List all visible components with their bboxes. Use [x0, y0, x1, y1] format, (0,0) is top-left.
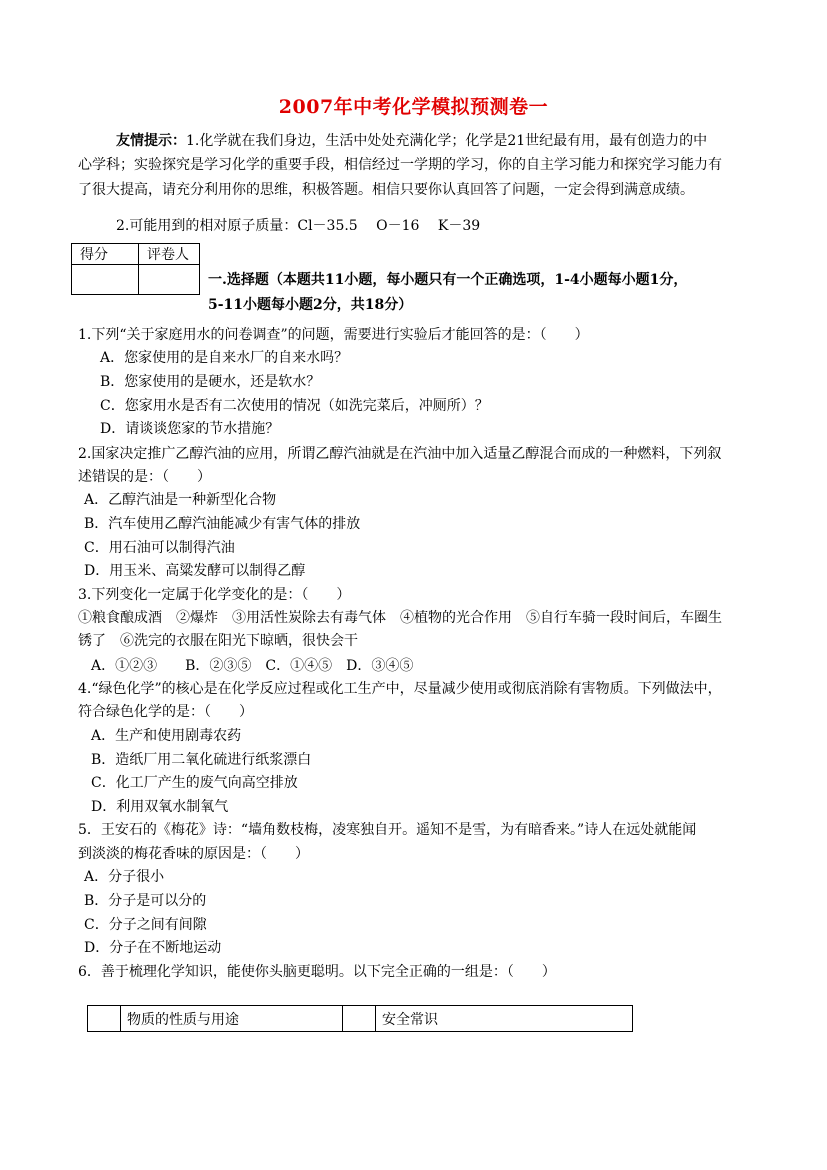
- q2-option-b: B．汽车使用乙醇汽油能减少有害气体的排放: [84, 516, 361, 532]
- tips-line-1: [116, 131, 707, 151]
- q4-option-d: D．利用双氧水制氧气: [91, 799, 229, 815]
- q1-option-d: D．请谈谈您家的节水措施？: [100, 421, 280, 437]
- q4-option-b: B．造纸厂用二氧化硫进行纸浆漂白: [91, 752, 312, 768]
- q5-stem-1: 5．王安石的《梅花》诗：“墙角数枝梅，凌寒独自开。遥知不是雪，为有暗香来。”诗人在远处就能闻: [78, 822, 697, 838]
- q6-table-header-safety: 安全常识: [376, 1006, 633, 1032]
- tips-text-1: 1.化学就在我们身边，生活中处处充满化学；化学是21世纪最有用，最有创造力的中: [186, 133, 708, 149]
- q3-stem-1: 3.下列变化一定属于化学变化的是：（ ）: [78, 587, 351, 603]
- section-heading-line-1: 一.选择题（本题共11小题，每小题只有一个正确选项，1-4小题每小题1分，: [208, 272, 688, 288]
- q6-table-header-properties: 物质的性质与用途: [121, 1006, 343, 1032]
- tips-line-3: 了很大提高，请充分利用你的思维，积极答题。相信只要你认真回答了问题，一定会得到满意成绩。: [78, 182, 694, 198]
- q6-table-cell-blank-1: [88, 1006, 121, 1032]
- q5-option-d: D．分子在不断地运动: [84, 940, 222, 956]
- q1-option-c: C．您家用水是否有二次使用的情况（如洗完菜后，冲厕所）？: [100, 398, 489, 414]
- q5-option-c: C．分子之间有间隙: [84, 917, 207, 933]
- section-heading-line-2: 5-11小题每小题2分，共18分）: [208, 297, 413, 313]
- q5-option-b: B．分子是可以分的: [84, 893, 207, 909]
- grader-header: 评卷人: [139, 244, 200, 265]
- q2-stem-1: 2.国家决定推广乙醇汽油的应用，所谓乙醇汽油就是在汽油中加入适量乙醇混合而成的一种燃料，下列叙: [78, 446, 722, 462]
- score-table: [71, 243, 200, 295]
- tips-line-4: 2.可能用到的相对原子质量：Cl－35.5 O－16 K－39: [116, 218, 481, 234]
- q5-option-a: A．分子很小: [84, 869, 165, 885]
- q2-stem-2: 述错误的是：（ ）: [78, 469, 211, 485]
- q3-stem-3: 锈了 ⑥洗完的衣服在阳光下晾晒，很快会干: [78, 633, 358, 649]
- score-cell: [72, 265, 139, 295]
- q1-stem: 1.下列“关于家庭用水的问卷调查”的问题，需要进行实验后才能回答的是：（ ）: [78, 327, 589, 343]
- q6-stem: 6．善于梳理化学知识，能使你头脑更聪明。以下完全正确的一组是：（ ）: [78, 964, 556, 980]
- q6-table-cell-blank-2: [343, 1006, 376, 1032]
- q4-stem-1: 4.“绿色化学”的核心是在化学反应过程或化工生产中，尽量减少使用或彻底消除有害物质。下列做法中，: [78, 681, 722, 697]
- q4-option-c: C．化工厂产生的废气向高空排放: [91, 775, 298, 791]
- q3-stem-2: ①粮食酿成酒 ②爆炸 ③用活性炭除去有毒气体 ④植物的光合作用 ⑤自行车骑一段时间后，车圈生: [78, 610, 722, 626]
- document-title: 2007年中考化学模拟预测卷一: [278, 96, 549, 118]
- q2-option-d: D．用玉米、高粱发酵可以制得乙醇: [84, 563, 306, 579]
- q1-option-a: A．您家使用的是自来水厂的自来水吗？: [100, 350, 349, 366]
- q4-option-a: A．生产和使用剧毒农药: [91, 728, 242, 744]
- q6-table: [87, 1005, 633, 1032]
- tips-label: 友情提示：: [116, 133, 186, 149]
- q2-option-a: A．乙醇汽油是一种新型化合物: [84, 492, 277, 508]
- grader-cell: [139, 265, 200, 295]
- tips-line-2: 心学科；实验探究是学习化学的重要手段，相信经过一学期的学习，你的自主学习能力和探究学习能力有: [78, 157, 722, 173]
- q1-option-b: B．您家使用的是硬水，还是软水？: [100, 374, 321, 390]
- score-header: 得分: [72, 244, 139, 265]
- q3-options: A．①②③ B．②③⑤ C．①④⑤ D．③④⑤: [91, 658, 414, 674]
- q5-stem-2: 到淡淡的梅花香味的原因是：（ ）: [78, 846, 309, 862]
- q4-stem-2: 符合绿色化学的是：（ ）: [78, 704, 253, 720]
- q2-option-c: C．用石油可以制得汽油: [84, 540, 235, 556]
